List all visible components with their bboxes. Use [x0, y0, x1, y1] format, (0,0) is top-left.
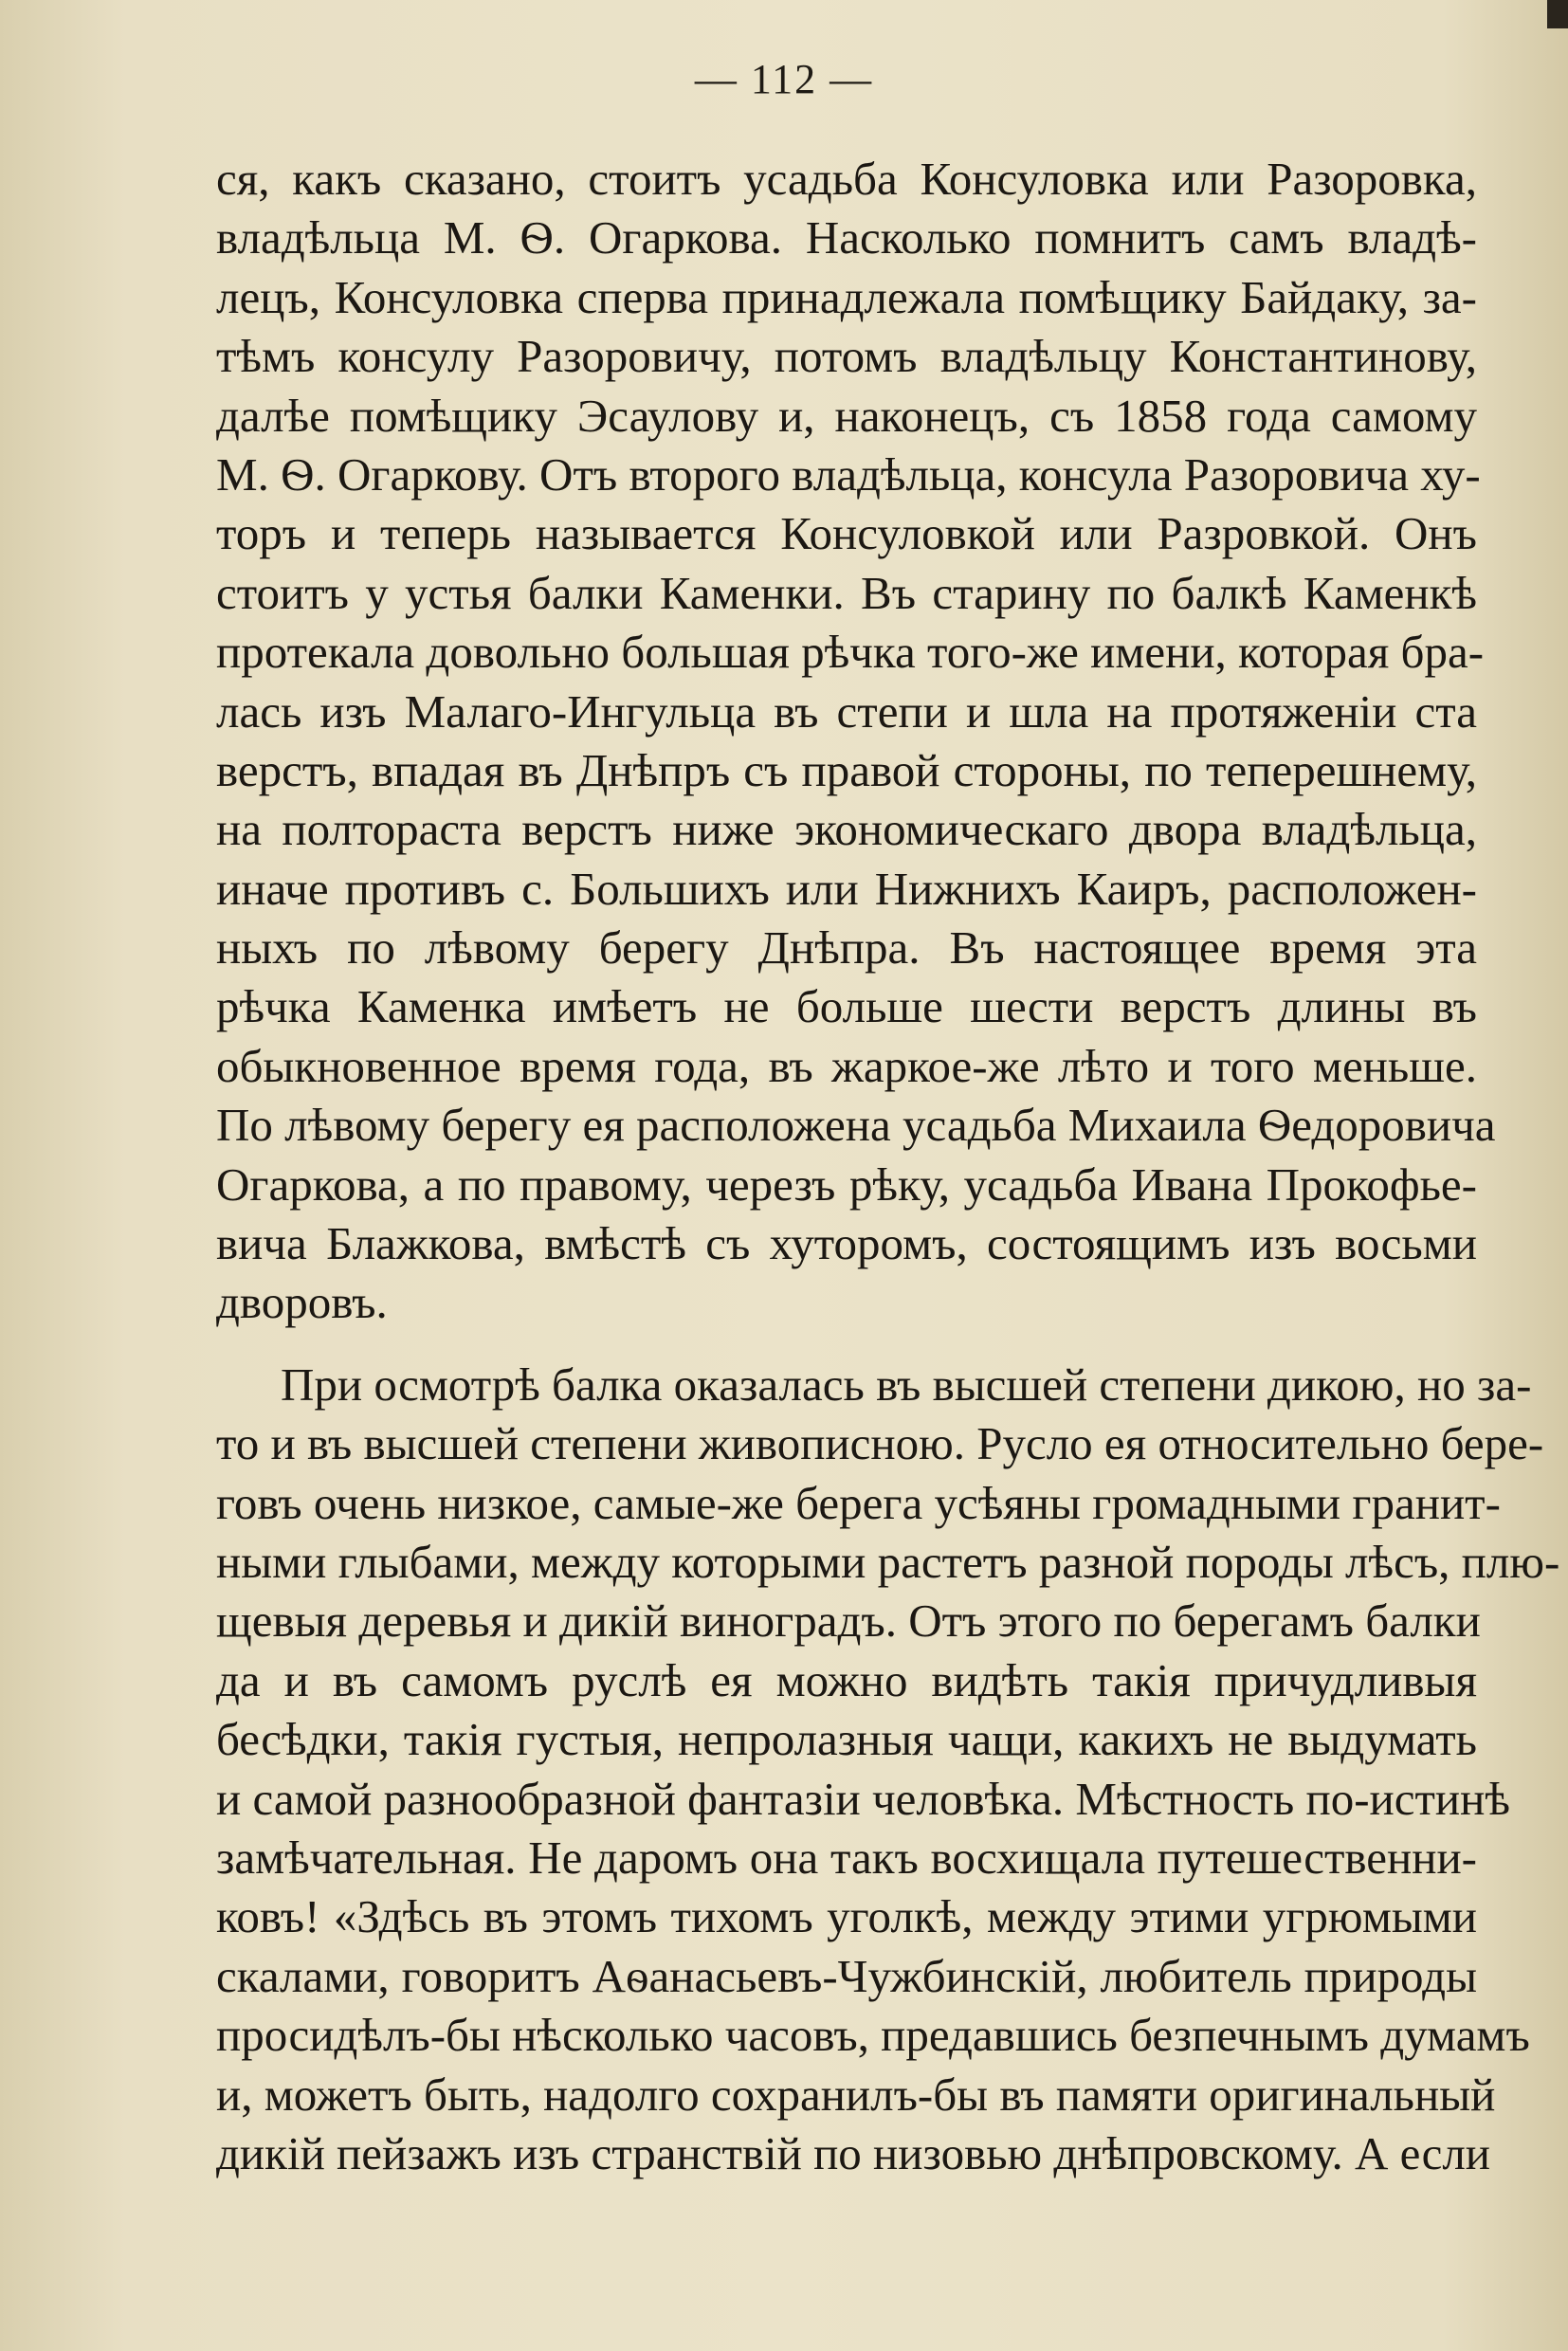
text-line: лась изъ Малаго-Ингульца въ степи и шла на протяженіи ста: [216, 684, 1477, 738]
text-line: рѣчка Каменка имѣетъ не больше шести верстъ длины въ: [216, 980, 1477, 1033]
text-line: лецъ, Консуловка сперва принадлежала помѣщику Байдаку, за-: [216, 270, 1477, 323]
text-line: верстъ, впадая въ Днѣпръ съ правой стороны, по теперешнему,: [216, 743, 1477, 796]
text-line: скалами, говоритъ Аѳанасьевъ-Чужбинскій, любитель природы: [216, 1949, 1477, 2002]
text-line: и, можетъ быть, надолго сохранилъ-бы въ памяти оригинальный: [216, 2068, 1496, 2121]
text-line: и самой разнообразной фантазіи человѣка. Мѣстность по-истинѣ: [216, 1772, 1510, 1825]
text-line: владѣльца М. Ѳ. Огаркова. Насколько помнитъ самъ владѣ-: [216, 211, 1477, 264]
text-line: говъ очень низкое, самые-же берега усѣяны громадными гранит-: [216, 1476, 1501, 1529]
text-line: ными глыбами, между которыми растетъ разной породы лѣсъ, плю-: [216, 1535, 1560, 1588]
text-line: При осмотрѣ балка оказалась въ высшей степени дикою, но за-: [281, 1358, 1532, 1411]
text-line: М. Ѳ. Огаркову. Отъ второго владѣльца, консула Разоровича ху-: [216, 447, 1481, 501]
text-line: далѣе помѣщику Эсаулову и, наконецъ, съ 1858 года самому: [216, 389, 1477, 442]
text-line: Огаркова, а по правому, черезъ рѣку, усадьба Ивана Прокофье-: [216, 1157, 1477, 1211]
text-line: иначе противъ с. Большихъ или Нижнихъ Каиръ, расположен-: [216, 862, 1477, 915]
text-line: ся, какъ сказано, стоитъ усадьба Консуловка или Разоровка,: [216, 153, 1477, 205]
body-text: [216, 150, 1560, 2183]
text-line: да и въ самомъ руслѣ ея можно видѣть такія причудливыя: [216, 1653, 1477, 1706]
text-line: торъ и теперь называется Консуловкой или Разровкой. Онъ: [216, 507, 1477, 560]
text-line: просидѣлъ-бы нѣсколько часовъ, предавшись безпечнымъ думамъ: [216, 2009, 1530, 2062]
text-line: ковъ! «Здѣсь въ этомъ тихомъ уголкѣ, между этими угрюмыми: [216, 1890, 1477, 1943]
text-line: протекала довольно большая рѣчка того-же имени, которая бра-: [216, 626, 1485, 679]
text-line: По лѣвому берегу ея расположена усадьба Михаила Ѳедоровича: [216, 1099, 1496, 1152]
text-line: замѣчательная. Не даромъ она такъ восхищала путешественни-: [216, 1831, 1477, 1884]
page-number: — 112 —: [694, 56, 874, 102]
text-line: на полтораста верстъ ниже экономическаго двора владѣльца,: [216, 803, 1477, 856]
text-line: тѣмъ консулу Разоровичу, потомъ владѣльцу Константинову,: [216, 330, 1477, 383]
text-line: вича Блажкова, вмѣстѣ съ хуторомъ, состоящимъ изъ восьми: [216, 1217, 1477, 1270]
paragraph-2: [216, 1356, 1560, 2183]
text-line: дворовъ.: [216, 1276, 388, 1329]
text-line: бесѣдки, такія густыя, непролазныя чащи, какихъ не выдумать: [216, 1713, 1477, 1766]
text-line: щевыя деревья и дикій виноградъ. Отъ этого по берегамъ балки: [216, 1595, 1481, 1648]
paragraph-1: [216, 150, 1496, 1333]
text-line: стоитъ у устья балки Каменки. Въ старину по балкѣ Каменкѣ: [216, 566, 1477, 619]
text-line: дикій пейзажъ изъ странствій по низовью днѣпровскому. А если: [216, 2126, 1491, 2179]
text-line: ныхъ по лѣвому берегу Днѣпра. Въ настоящее время эта: [216, 921, 1477, 975]
text-line: то и въ высшей степени живописною. Русло ея относительно бере-: [216, 1417, 1544, 1470]
page-edge-mark: [1547, 0, 1568, 28]
paragraph-gap: [216, 1333, 1477, 1356]
text-line: обыкновенное время года, въ жаркое-же лѣто и того меньше.: [216, 1039, 1477, 1092]
